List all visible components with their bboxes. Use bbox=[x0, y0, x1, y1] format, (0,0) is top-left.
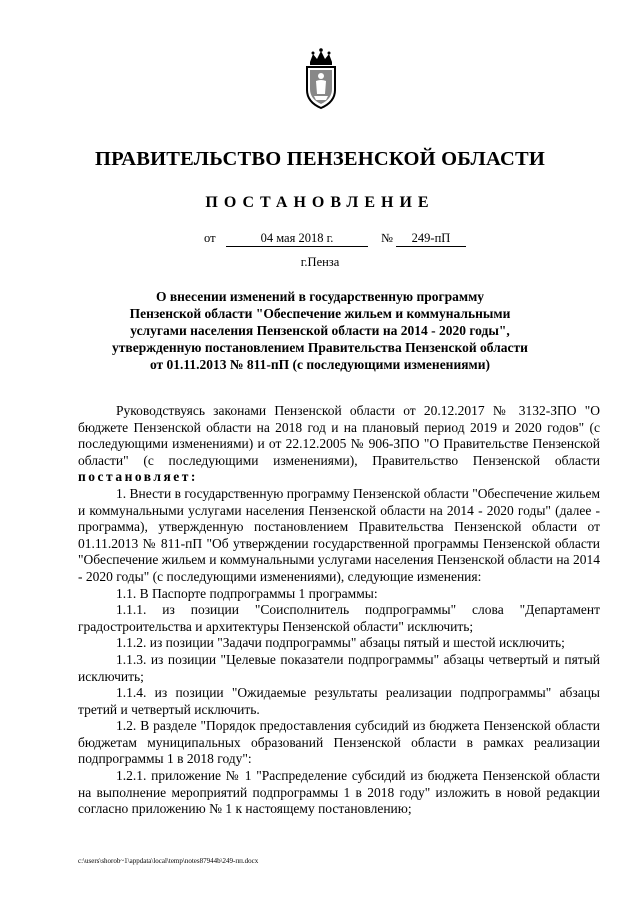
number-label: № bbox=[381, 231, 393, 245]
subject-line: от 01.11.2013 № 811-пП (с последующими изменениями) bbox=[149, 357, 491, 372]
decree-word: постановляет: bbox=[78, 469, 198, 485]
paragraph-1-1-2: 1.1.2. из позиции "Задачи подпрограммы" абзацы пятый и шестой исключить; bbox=[116, 635, 565, 651]
document-subject bbox=[100, 288, 540, 373]
document-number: 249-пП bbox=[396, 231, 466, 247]
coat-of-arms-icon bbox=[302, 48, 340, 110]
city: г.Пенза bbox=[300, 255, 340, 269]
date-number-row bbox=[0, 231, 640, 249]
paragraph-1-2: 1.2. В разделе "Порядок предоставления субсидий из бюджета Пензенской области бюджетам муниципальных образований Пензенской области в рамках реализации подпрограммы 1 в 2018 году": bbox=[78, 718, 600, 767]
subject-line: услугами населения Пензенской области на 2014 - 2020 годы", bbox=[130, 323, 510, 338]
subject-line: утвержденную постановлением Правительства Пензенской области bbox=[112, 340, 528, 355]
subject-line: О внесении изменений в государственную программу bbox=[155, 289, 485, 304]
subject-line: Пензенской области "Обеспечение жильем и коммунальными bbox=[129, 306, 511, 321]
paragraph-1-1-3: 1.1.3. из позиции "Целевые показатели подпрограммы" абзацы четвертый и пятый исключить; bbox=[78, 651, 600, 684]
paragraph-1: 1. Внести в государственную программу Пензенской области "Обеспечение жильем и коммунальными услугами населения Пензенской области на 2014 - 2020 годы" (далее - программа), утвержденную постановлением Правительства Пензенской области от 01.11.2013 № 811-пП "Об утверждении государственной программы Пензенской области "Обеспечение жильем и коммунальными услугами населения Пензенской области на 2014 - 2020 годы" (с последующими изменениями), следующие изменения: bbox=[78, 485, 600, 584]
file-path-footer: c:\users\shorob~1\appdata\local\temp\notes87944b\249-пп.docx bbox=[78, 857, 259, 865]
paragraph-1-1-4: 1.1.4. из позиции "Ожидаемые результаты реализации подпрограммы" абзацы третий и четвертый исключить. bbox=[78, 685, 600, 717]
from-label: от bbox=[204, 231, 216, 245]
document-type: ПОСТАНОВЛЕНИЕ bbox=[205, 194, 435, 211]
paragraph-1-2-1: 1.2.1. приложение № 1 "Распределение субсидий из бюджета Пензенской области на выполнение мероприятий подпрограммы 1 в 2018 году" изложить в новой редакции согласно приложению № 1 к настоящему постановлению; bbox=[78, 768, 600, 817]
government-title: ПРАВИТЕЛЬСТВО ПЕНЗЕНСКОЙ ОБЛАСТИ bbox=[95, 148, 545, 170]
preamble-text: Руководствуясь законами Пензенской области от 20.12.2017 № 3132-ЗПО "О бюджете Пензенской области на 2018 год и на плановый период 2019 и 2020 годов" (с последующими изменениями) и от 22.12.2005 № 906-ЗПО "О Правительстве Пензенской области" (с последующими изменениями), Правительство Пензенской области bbox=[78, 403, 600, 468]
document-body bbox=[78, 403, 600, 818]
paragraph-1-1: 1.1. В Паспорте подпрограммы 1 программы: bbox=[116, 585, 378, 601]
paragraph-1-1-1: 1.1.1. из позиции "Соисполнитель подпрограммы" слова "Департамент градостроительства и архитектуры Пензенской области" исключить; bbox=[78, 602, 600, 634]
preamble-paragraph bbox=[78, 403, 600, 486]
document-date: 04 мая 2018 г. bbox=[226, 231, 368, 247]
